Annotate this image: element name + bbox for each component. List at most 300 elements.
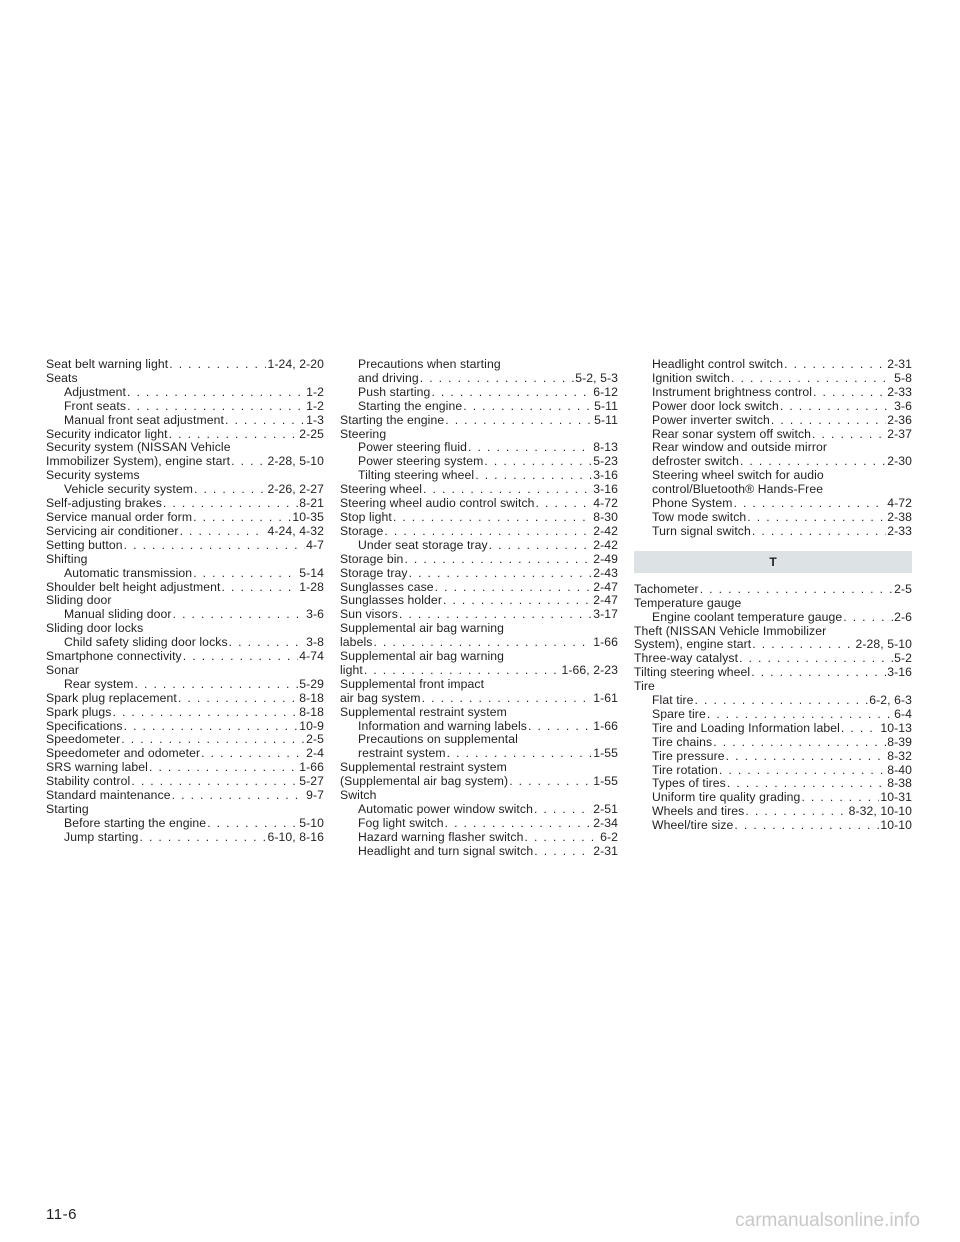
index-subentry [634, 525, 912, 539]
entry-label: Rear system [64, 676, 134, 691]
entry-label: Jump starting [64, 829, 139, 844]
entry-page-ref: 2-31 [593, 843, 618, 858]
index-entry [340, 692, 618, 706]
dot-leader [727, 777, 886, 791]
entry-page-ref: 8-30 [593, 509, 618, 524]
entry-label: Wheels and tires [652, 804, 745, 819]
entry-page-ref: 5-11 [594, 412, 618, 427]
entry-page-ref: 10-13 [880, 720, 912, 735]
entry-label: Adjustment [64, 384, 126, 399]
entry-label: Spark plugs [46, 704, 112, 719]
index-subentry [46, 400, 324, 414]
index-subentry [634, 764, 912, 778]
entry-page-ref: 3-16 [593, 468, 618, 483]
entry-page-ref: 3-6 [894, 398, 912, 413]
entry-label: Manual sliding door [64, 607, 172, 622]
index-subentry [46, 386, 324, 400]
index-subentry [634, 805, 912, 819]
dot-leader [124, 539, 305, 553]
index-entry [46, 511, 324, 525]
page-number: 11-6 [46, 1206, 77, 1223]
index-column-3 [634, 358, 912, 833]
dot-leader [524, 831, 599, 845]
entry-page-ref: 10-10 [880, 818, 912, 833]
entry-label: Flat tire [652, 693, 694, 708]
index-subentry [634, 428, 912, 442]
index-entry [46, 594, 324, 608]
dot-leader [534, 803, 592, 817]
index-subentry [340, 747, 618, 761]
entry-label: Seats [46, 370, 78, 385]
dot-leader [364, 664, 561, 678]
entry-page-ref: 2-26, 2-27 [267, 482, 324, 497]
dot-leader [173, 608, 305, 622]
entry-label: Child safety sliding door locks [64, 635, 228, 650]
dot-leader [423, 483, 592, 497]
entry-page-ref: 1-2 [306, 384, 324, 399]
entry-label: Sunglasses holder [340, 593, 442, 608]
entry-page-ref: 1-61 [593, 690, 618, 705]
entry-label: Immobilizer System), engine start [46, 454, 231, 469]
index-subentry [634, 455, 912, 469]
entry-label: Tire pressure [652, 748, 725, 763]
entry-page-ref: 8-40 [887, 762, 912, 777]
index-entry [340, 789, 618, 803]
entry-label: Steering [340, 426, 387, 441]
entry-page-ref: 4-7 [306, 537, 324, 552]
dot-leader [169, 428, 299, 442]
entry-page-ref: 3-16 [887, 665, 912, 680]
index-entry [634, 666, 912, 680]
entry-label: Storage bin [340, 551, 404, 566]
index-subentry [46, 817, 324, 831]
dot-leader [112, 706, 298, 720]
index-subentry [340, 831, 618, 845]
entry-label: SRS warning label [46, 760, 148, 775]
entry-page-ref: 3-8 [306, 635, 324, 650]
index-entry [340, 664, 618, 678]
entry-page-ref: 1-2 [306, 398, 324, 413]
index-entry [340, 414, 618, 428]
index-entry [46, 525, 324, 539]
index-subentry [46, 678, 324, 692]
entry-page-ref: 2-47 [593, 593, 618, 608]
entry-label: Hazard warning flasher switch [358, 829, 524, 844]
entry-label: Precautions on supplemental [358, 732, 518, 747]
entry-label: Specifications [46, 718, 123, 733]
dot-leader [843, 611, 893, 625]
entry-label: Tire chains [652, 734, 713, 749]
entry-label: Power steering system [358, 454, 484, 469]
entry-page-ref: 2-47 [593, 579, 618, 594]
entry-page-ref: 8-18 [299, 690, 324, 705]
entry-label: Storage tray [340, 565, 408, 580]
entry-label: and driving [358, 370, 419, 385]
entry-label: Stability control [46, 774, 131, 789]
entry-page-ref: 1-66 [593, 635, 618, 650]
index-subentry [634, 750, 912, 764]
dot-leader [139, 831, 266, 845]
index-subentry [340, 803, 618, 817]
index-subentry [634, 722, 912, 736]
entry-label: Spark plug replacement [46, 690, 177, 705]
index-subentry [634, 511, 912, 525]
index-subentry [634, 358, 912, 372]
index-entry [46, 539, 324, 553]
entry-label: Sliding door [46, 593, 112, 608]
entry-label: Sun visors [340, 607, 398, 622]
dot-leader [509, 775, 592, 789]
index-entry [46, 553, 324, 567]
entry-page-ref: 2-38 [887, 509, 912, 524]
entry-label: Stop light [340, 509, 392, 524]
index-subentry [340, 358, 618, 372]
entry-page-ref: 2-42 [593, 537, 618, 552]
dot-leader [445, 414, 593, 428]
entry-label: Power door lock switch [652, 398, 779, 413]
index-entry [46, 497, 324, 511]
dot-leader [207, 817, 298, 831]
entry-label: Supplemental air bag warning [340, 649, 505, 664]
entry-page-ref: 2-33 [887, 384, 912, 399]
dot-leader [409, 567, 593, 581]
dot-leader [484, 455, 592, 469]
index-column-2 [340, 358, 618, 859]
index-entry [340, 567, 618, 581]
entry-label: Automatic transmission [64, 565, 193, 580]
index-subentry [634, 441, 912, 455]
index-entry [46, 469, 324, 483]
entry-page-ref: 2-28, 5-10 [267, 454, 324, 469]
dot-leader [463, 400, 593, 414]
entry-label: Supplemental air bag warning [340, 621, 505, 636]
dot-leader [222, 581, 299, 595]
entry-page-ref: 6-2, 6-3 [869, 693, 912, 708]
index-subentry [46, 567, 324, 581]
index-subentry [634, 777, 912, 791]
index-entry [634, 638, 912, 652]
entry-page-ref: 2-5 [306, 732, 324, 747]
entry-label: Speedometer [46, 732, 121, 747]
entry-page-ref: 10-35 [292, 509, 324, 524]
entry-page-ref: 5-11 [594, 398, 618, 413]
dot-leader [752, 638, 854, 652]
dot-leader [812, 428, 886, 442]
dot-leader [713, 736, 886, 750]
entry-page-ref: 5-2, 5-3 [575, 370, 618, 385]
entry-label: Steering wheel audio control switch [340, 496, 535, 511]
entry-label: System), engine start [634, 637, 752, 652]
dot-leader [695, 694, 869, 708]
dot-leader [194, 483, 266, 497]
entry-label: Turn signal switch [652, 523, 751, 538]
entry-label: Precautions when starting [358, 357, 501, 371]
dot-leader [489, 539, 593, 553]
index-subentry [340, 400, 618, 414]
index-column-1 [46, 358, 324, 845]
entry-label: Tachometer [634, 581, 699, 596]
entry-label: Shoulder belt height adjustment [46, 579, 221, 594]
entry-page-ref: 5-29 [299, 676, 324, 691]
dot-leader [475, 469, 592, 483]
entry-label: Sunglasses case [340, 579, 434, 594]
dot-leader [731, 372, 893, 386]
entry-page-ref: 2-28, 5-10 [855, 637, 912, 652]
entry-page-ref: 1-28 [299, 579, 324, 594]
dot-leader [700, 583, 893, 597]
index-subentry [634, 372, 912, 386]
index-entry [340, 761, 618, 775]
dot-leader [841, 722, 879, 736]
entry-page-ref: 3-16 [593, 482, 618, 497]
dot-leader [431, 386, 592, 400]
index-entry [46, 706, 324, 720]
index-entry [46, 733, 324, 747]
entry-label: Setting button [46, 537, 123, 552]
index-entry [46, 622, 324, 636]
index-subentry [46, 636, 324, 650]
entry-page-ref: 8-18 [299, 704, 324, 719]
entry-page-ref: 2-42 [593, 523, 618, 538]
index-subentry [634, 694, 912, 708]
index-entry [46, 455, 324, 469]
dot-leader [121, 733, 305, 747]
index-entry [340, 622, 618, 636]
entry-label: Rear sonar system off switch [652, 426, 812, 441]
index-subentry [634, 469, 912, 483]
entry-label: labels [340, 635, 373, 650]
index-subentry [340, 455, 618, 469]
entry-label: Tilting steering wheel [634, 665, 751, 680]
entry-label: Supplemental front impact [340, 676, 485, 691]
dot-leader [733, 497, 886, 511]
entry-label: Starting the engine [358, 398, 463, 413]
entry-label: Temperature gauge [634, 595, 742, 610]
entry-page-ref: 4-24, 4-32 [267, 523, 324, 538]
entry-label: Uniform tire quality grading [652, 790, 801, 805]
index-subentry [340, 845, 618, 859]
dot-leader [734, 819, 879, 833]
entry-label: Power steering fluid [358, 440, 468, 455]
entry-page-ref: 2-25 [299, 426, 324, 441]
dot-leader [193, 511, 291, 525]
dot-leader [435, 581, 593, 595]
dot-leader [771, 414, 886, 428]
index-entry [46, 664, 324, 678]
entry-page-ref: 5-10 [299, 815, 324, 830]
index-entry [340, 553, 618, 567]
entry-label: Fog light switch [358, 815, 444, 830]
entry-label: Supplemental restraint system [340, 760, 507, 775]
index-subentry [46, 414, 324, 428]
entry-page-ref: 4-74 [299, 649, 324, 664]
entry-label: Instrument brightness control [652, 384, 813, 399]
entry-page-ref: 8-32, 10-10 [848, 804, 912, 819]
entry-label: Front seats [64, 398, 127, 413]
entry-page-ref: 8-21 [299, 496, 324, 511]
dot-leader [747, 511, 886, 525]
index-entry [634, 625, 912, 639]
entry-page-ref: 5-8 [894, 370, 912, 385]
entry-page-ref: 6-10, 8-16 [267, 829, 324, 844]
entry-page-ref: 8-13 [593, 440, 618, 455]
entry-label: Under seat storage tray [358, 537, 488, 552]
entry-label: Engine coolant temperature gauge [652, 609, 843, 624]
entry-label: Theft (NISSAN Vehicle Immobilizer [634, 623, 827, 638]
entry-label: Phone System [652, 496, 733, 511]
dot-leader [740, 455, 886, 469]
entry-label: Headlight control switch [652, 357, 784, 371]
entry-page-ref: 2-34 [593, 815, 618, 830]
index-subentry [340, 733, 618, 747]
entry-label: Starting [46, 802, 89, 816]
entry-page-ref: 2-5 [894, 581, 912, 596]
index-entry [634, 583, 912, 597]
dot-leader [813, 386, 886, 400]
dot-leader [528, 720, 592, 734]
index-entry [340, 608, 618, 622]
entry-page-ref: 3-6 [306, 607, 324, 622]
dot-leader [751, 666, 886, 680]
entry-page-ref: 2-6 [894, 609, 912, 624]
dot-leader [127, 386, 305, 400]
entry-page-ref: 1-66 [593, 718, 618, 733]
index-subentry [634, 414, 912, 428]
dot-leader [726, 750, 887, 764]
dot-leader [780, 400, 893, 414]
entry-label: Switch [340, 788, 377, 803]
entry-label: Steering wheel [340, 482, 423, 497]
dot-leader [124, 720, 299, 734]
index-subentry [634, 736, 912, 750]
index-subentry [46, 483, 324, 497]
entry-label: Before starting the engine [64, 815, 207, 830]
index-subentry [634, 386, 912, 400]
entry-page-ref: 1-24, 2-20 [267, 357, 324, 371]
dot-leader [707, 708, 893, 722]
entry-label: Standard maintenance [46, 788, 171, 803]
entry-page-ref: 5-27 [299, 774, 324, 789]
dot-leader [745, 805, 847, 819]
index-subentry [46, 831, 324, 845]
entry-page-ref: 9-7 [306, 788, 324, 803]
index-entry [634, 597, 912, 611]
entry-label: light [340, 662, 363, 677]
dot-leader [131, 775, 298, 789]
entry-page-ref: 2-49 [593, 551, 618, 566]
entry-page-ref: 5-2 [894, 651, 912, 666]
entry-label: Speedometer and odometer [46, 746, 201, 761]
entry-label: Storage [340, 523, 384, 538]
index-entry [46, 581, 324, 595]
index-entry [634, 680, 912, 694]
dot-leader [178, 692, 298, 706]
index-subentry [634, 400, 912, 414]
entry-page-ref: 1-66, 2-23 [561, 662, 618, 677]
dot-leader [784, 358, 886, 372]
entry-label: (Supplemental air bag system) [340, 774, 509, 789]
dot-leader [384, 525, 592, 539]
dot-leader [193, 567, 298, 581]
index-entry [46, 650, 324, 664]
index-entry [46, 803, 324, 817]
dot-leader [163, 497, 298, 511]
dot-leader [373, 636, 592, 650]
dot-leader [536, 497, 593, 511]
dot-leader [719, 764, 886, 778]
entry-label: Servicing air conditioner [46, 523, 179, 538]
entry-label: restraint system [358, 746, 446, 761]
entry-label: Service manual order form [46, 509, 193, 524]
dot-leader [169, 358, 266, 372]
dot-leader [443, 594, 592, 608]
dot-leader [420, 372, 574, 386]
watermark: carmanualsonline.info [735, 1210, 920, 1231]
entry-label: control/Bluetooth® Hands-Free [652, 482, 824, 497]
entry-label: Power inverter switch [652, 412, 770, 427]
entry-page-ref: 2-43 [593, 565, 618, 580]
index-entry [46, 692, 324, 706]
index-subentry [46, 608, 324, 622]
entry-label: Information and warning labels [358, 718, 527, 733]
entry-page-ref: 1-55 [593, 746, 618, 761]
dot-leader [180, 525, 267, 539]
index-entry [340, 428, 618, 442]
index-entry [46, 428, 324, 442]
dot-leader [422, 692, 593, 706]
entry-label: defroster switch [652, 454, 739, 469]
entry-label: Seat belt warning light [46, 357, 169, 371]
entry-page-ref: 6-12 [593, 384, 618, 399]
dot-leader [447, 747, 593, 761]
entry-label: Headlight and turn signal switch [358, 843, 534, 858]
entry-page-ref: 6-4 [894, 706, 912, 721]
dot-leader [149, 761, 298, 775]
entry-page-ref: 4-72 [593, 496, 618, 511]
index-entry [340, 594, 618, 608]
index-entry [46, 720, 324, 734]
entry-page-ref: 5-23 [593, 454, 618, 469]
entry-page-ref: 2-4 [306, 746, 324, 761]
entry-page-ref: 4-72 [887, 496, 912, 511]
entry-label: Shifting [46, 551, 88, 566]
index-entry [340, 636, 618, 650]
index-subentry [634, 497, 912, 511]
dot-leader [445, 817, 593, 831]
entry-label: Smartphone connectivity [46, 649, 182, 664]
entry-label: Vehicle security system [64, 482, 193, 497]
index-entry [340, 511, 618, 525]
entry-page-ref: 8-38 [887, 776, 912, 791]
entry-label: Sonar [46, 662, 80, 677]
index-subentry [340, 539, 618, 553]
dot-leader [801, 791, 879, 805]
index-entry [634, 652, 912, 666]
index-subentry [340, 441, 618, 455]
dot-leader [135, 678, 299, 692]
dot-leader [229, 636, 305, 650]
entry-label: Tow mode switch [652, 509, 747, 524]
index-subentry [634, 611, 912, 625]
index-entry [340, 650, 618, 664]
index-subentry [634, 708, 912, 722]
dot-leader [404, 553, 592, 567]
entry-page-ref: 8-32 [887, 748, 912, 763]
entry-page-ref: 2-33 [887, 523, 912, 538]
entry-label: Wheel/tire size [652, 818, 734, 833]
entry-label: Sliding door locks [46, 621, 144, 636]
entry-page-ref: 2-30 [887, 454, 912, 469]
